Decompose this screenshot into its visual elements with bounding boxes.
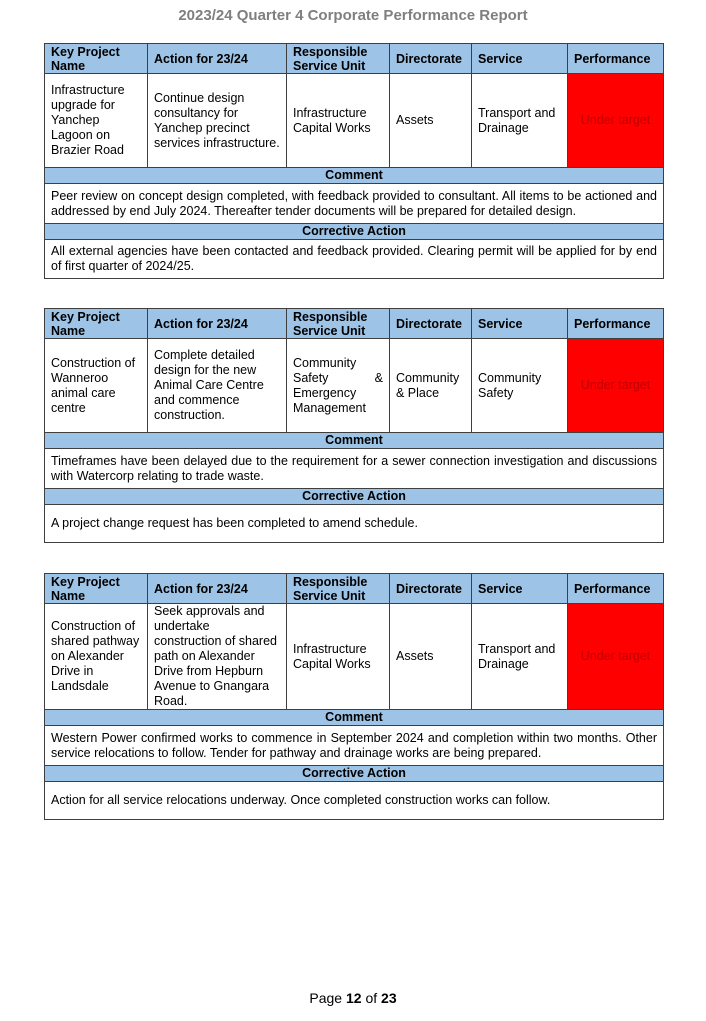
header-directorate: Directorate (390, 309, 472, 339)
table-header-row (45, 309, 664, 339)
header-responsible-unit: Responsible Service Unit (287, 574, 390, 604)
header-action: Action for 23/24 (148, 44, 287, 74)
table-header-row (45, 44, 664, 74)
corrective-action-label: Corrective Action (45, 224, 664, 240)
header-directorate: Directorate (390, 44, 472, 74)
table-row (45, 339, 664, 433)
project-table (44, 43, 664, 279)
table-header-row (45, 574, 664, 604)
comment-label: Comment (45, 433, 664, 449)
corrective-action-text: A project change request has been completed to amend schedule. (45, 505, 664, 543)
project-action: Seek approvals and undertake construction of shared path on Alexander Drive from Hepburn Avenue to Gnangara Road. (148, 604, 287, 710)
project-name: Construction of Wanneroo animal care centre (45, 339, 148, 433)
page-prefix: Page (309, 990, 343, 1006)
responsible-unit: Community Safety & Emergency Management (287, 339, 390, 433)
header-key-project-name: Key Project Name (45, 309, 148, 339)
project-table (44, 308, 664, 543)
corrective-action-text: All external agencies have been contacted and feedback provided. Clearing permit will be applied for by end of first quarter of 2024/25. (45, 240, 664, 279)
comment-band (45, 433, 664, 449)
project-name: Construction of shared pathway on Alexander Drive in Landsdale (45, 604, 148, 710)
header-directorate: Directorate (390, 574, 472, 604)
header-performance: Performance (568, 44, 664, 74)
report-title: 2023/24 Quarter 4 Corporate Performance Report (178, 7, 528, 24)
corrective-action-label: Corrective Action (45, 766, 664, 782)
comment-text: Western Power confirmed works to commence in September 2024 and completion within two months. Other service relocations to follow. Tender for pathway and drainage works are being prepared. (45, 726, 664, 766)
corrective-action-band (45, 224, 664, 240)
corrective-action-row (45, 505, 664, 543)
corrective-action-band (45, 489, 664, 505)
corrective-action-label: Corrective Action (45, 489, 664, 505)
header-service: Service (472, 44, 568, 74)
comment-row (45, 184, 664, 224)
header-service: Service (472, 574, 568, 604)
comment-text: Peer review on concept design completed, with feedback provided to consultant. All items to be actioned and addressed by end July 2024. Thereafter tender documents will be prepared for detailed design. (45, 184, 664, 224)
comment-row (45, 726, 664, 766)
service: Transport and Drainage (472, 604, 568, 710)
comment-row (45, 449, 664, 489)
corrective-action-text: Action for all service relocations underway. Once completed construction works can follow. (45, 782, 664, 820)
header-service: Service (472, 309, 568, 339)
header-action: Action for 23/24 (148, 309, 287, 339)
header-responsible-unit: Responsible Service Unit (287, 309, 390, 339)
project-name: Infrastructure upgrade for Yanchep Lagoon on Brazier Road (45, 74, 148, 168)
header-key-project-name: Key Project Name (45, 44, 148, 74)
service: Community Safety (472, 339, 568, 433)
page-of: of (365, 990, 378, 1006)
table-row (45, 604, 664, 710)
table-row (45, 74, 664, 168)
comment-band (45, 168, 664, 184)
header-responsible-unit: Responsible Service Unit (287, 44, 390, 74)
comment-band (45, 710, 664, 726)
directorate: Community & Place (390, 339, 472, 433)
performance-status: Under target (568, 339, 664, 433)
comment-label: Comment (45, 168, 664, 184)
directorate: Assets (390, 74, 472, 168)
comment-label: Comment (45, 710, 664, 726)
directorate: Assets (390, 604, 472, 710)
page-number (0, 990, 706, 1006)
page-current: 12 (345, 990, 362, 1006)
header-key-project-name: Key Project Name (45, 574, 148, 604)
project-action: Complete detailed design for the new Animal Care Centre and commence construction. (148, 339, 287, 433)
performance-status: Under target (568, 74, 664, 168)
corrective-action-row (45, 782, 664, 820)
comment-text: Timeframes have been delayed due to the requirement for a sewer connection investigation and discussions with Watercorp relating to trade waste. (45, 449, 664, 489)
project-table (44, 573, 664, 820)
responsible-unit: Infrastructure Capital Works (287, 604, 390, 710)
header-performance: Performance (568, 574, 664, 604)
header-performance: Performance (568, 309, 664, 339)
corrective-action-row (45, 240, 664, 279)
responsible-unit: Infrastructure Capital Works (287, 74, 390, 168)
page-total: 23 (381, 990, 397, 1006)
header-action: Action for 23/24 (148, 574, 287, 604)
performance-status: Under target (568, 604, 664, 710)
corrective-action-band (45, 766, 664, 782)
service: Transport and Drainage (472, 74, 568, 168)
project-action: Continue design consultancy for Yanchep precinct services infrastructure. (148, 74, 287, 168)
